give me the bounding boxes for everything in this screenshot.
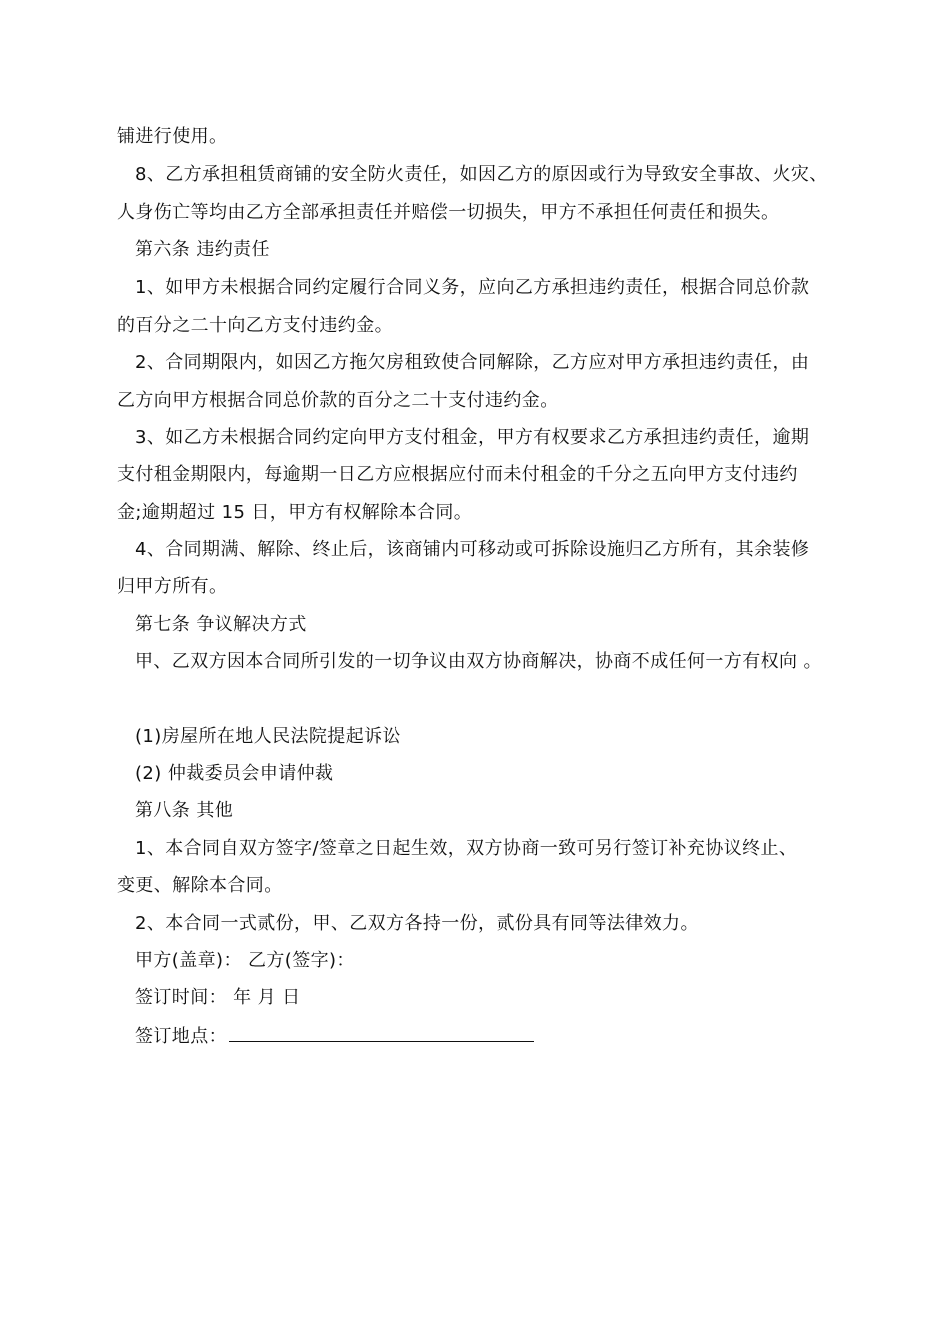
option-1-line: (1)房屋所在地人民法院提起诉讼 (135, 726, 401, 747)
paragraph-line: 的百分之二十向乙方支付违约金。 (117, 315, 393, 336)
clause-4-line: 4、合同期满、解除、终止后，该商铺内可移动或可拆除设施归乙方所有，其余装修 (135, 539, 810, 560)
dispute-line: 甲、乙双方因本合同所引发的一切争议由双方协商解决，协商不成任何一方有权向 。 (135, 651, 822, 672)
article-7-heading: 第七条 争议解决方式 (135, 614, 307, 635)
clause-3-line: 3、如乙方未根据合同约定向甲方支付租金，甲方有权要求乙方承担违约责任，逾期 (135, 427, 810, 448)
clause-2-line: 2、合同期限内，如因乙方拖欠房租致使合同解除，乙方应对甲方承担违约责任，由 (135, 352, 810, 373)
option-2-line: (2) 仲裁委员会申请仲裁 (135, 763, 334, 784)
signing-place-blank (229, 1023, 534, 1042)
paragraph-line: 人身伤亡等均由乙方全部承担责任并赔偿一切损失，甲方不承担任何责任和损失。 (117, 202, 780, 223)
clause-1-line: 1、本合同自双方签字/签章之日起生效，双方协商一致可另行签订补充协议终止、 (135, 838, 798, 859)
signing-place-line (135, 1023, 534, 1050)
paragraph-line: 乙方向甲方根据合同总价款的百分之二十支付违约金。 (117, 390, 559, 411)
signing-date-line: 签订时间： 年 月 日 (135, 987, 301, 1008)
paragraph-line: 变更、解除本合同。 (117, 875, 283, 896)
paragraph-line: 支付租金期限内，每逾期一日乙方应根据应付而未付租金的千分之五向甲方支付违约 (117, 464, 798, 485)
signature-line: 甲方(盖章)： 乙方(签字)： (135, 950, 355, 971)
article-6-heading: 第六条 违约责任 (135, 239, 270, 260)
clause-2-line: 2、本合同一式贰份，甲、乙双方各持一份，贰份具有同等法律效力。 (135, 913, 699, 934)
signing-place-label: 签订地点： (135, 1026, 227, 1047)
paragraph-line: 铺进行使用。 (117, 126, 228, 147)
clause-1-line: 1、如甲方未根据合同约定履行合同义务，应向乙方承担违约责任，根据合同总价款 (135, 277, 810, 298)
paragraph-line: 归甲方所有。 (117, 576, 228, 597)
clause-8-line: 8、乙方承担租赁商铺的安全防火责任，如因乙方的原因或行为导致安全事故、火灾、 (135, 164, 828, 185)
article-8-heading: 第八条 其他 (135, 800, 234, 821)
paragraph-line: 金;逾期超过 15 日，甲方有权解除本合同。 (117, 502, 473, 523)
